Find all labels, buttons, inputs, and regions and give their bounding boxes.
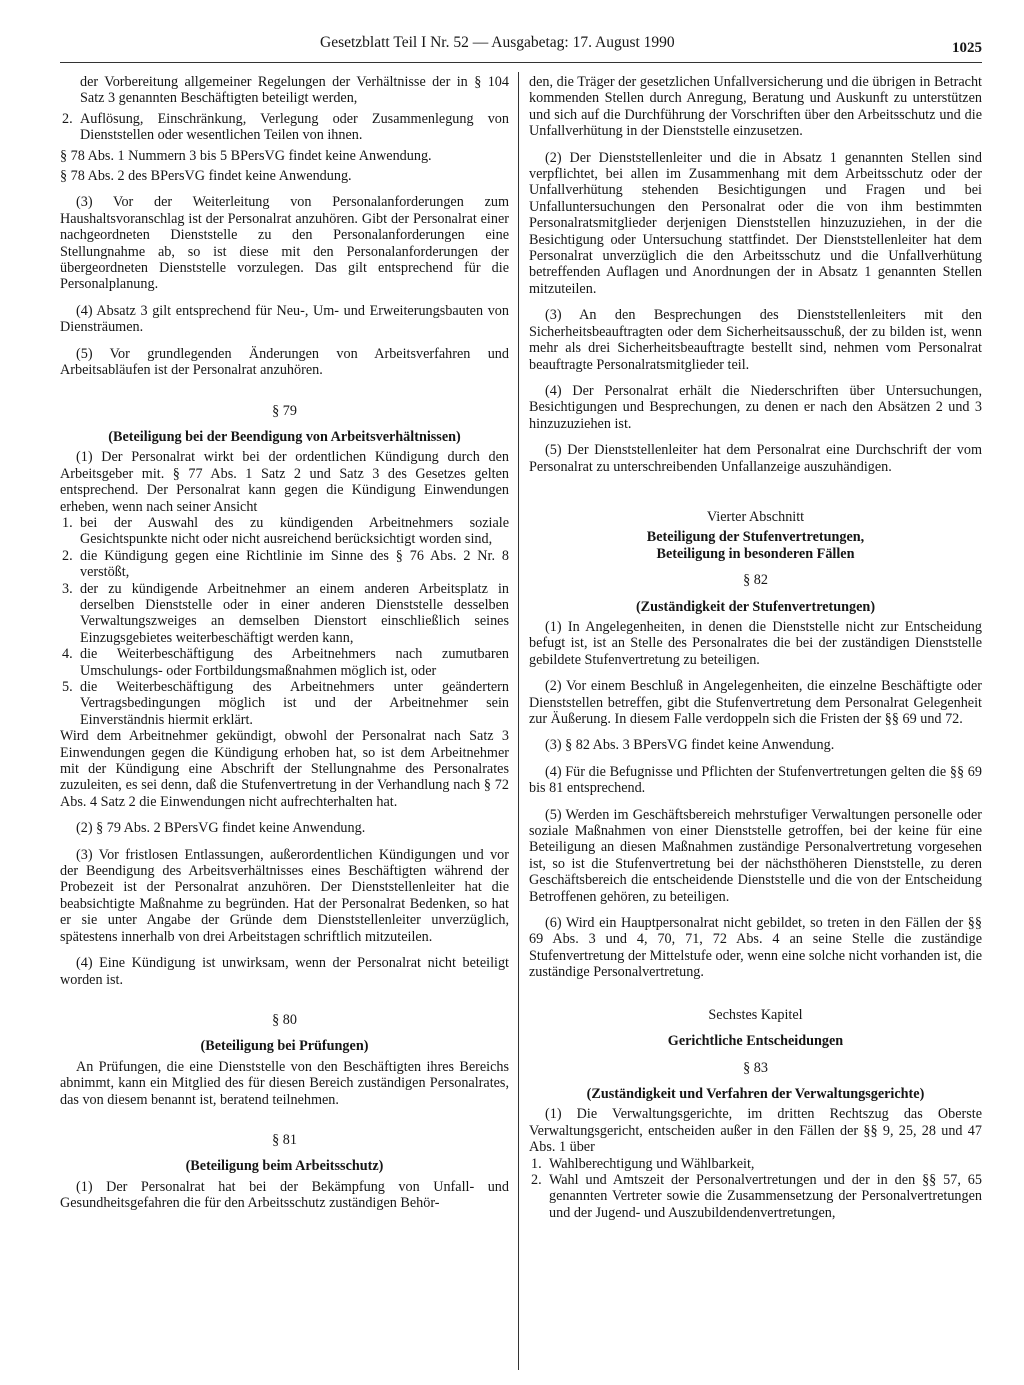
- list-number: 4.: [62, 646, 73, 663]
- list-item: [60, 111, 509, 144]
- section-83-abs1: (1) Die Verwaltungsgerichte, im dritten Rechtszug das Oberste Verwaltungsgericht, entscheiden außer in den Fällen der §§ 9, 25, 28 und 47 Abs. 1 über: [529, 1106, 982, 1156]
- abschnitt-title-line2: Beteiligung in besonderen Fällen: [656, 545, 855, 562]
- section-82-abs4: (4) Für die Befugnisse und Pflichten der Stufenvertretungen gelten die §§ 69 bis 81 entsprechend.: [529, 763, 982, 797]
- paragraph-78-2: § 78 Abs. 2 des BPersVG findet keine Anwendung.: [60, 168, 352, 185]
- section-81-abs4: (4) Der Personalrat erhält die Niederschriften über Untersuchungen, Besichtigungen und Besprechungen, zu denen er nach den Absätzen 2 und 3 hinzuzuziehen ist.: [529, 382, 982, 432]
- list-item: [60, 515, 509, 548]
- column-divider: [518, 72, 519, 1370]
- list-item: [60, 581, 509, 647]
- header-title: Gesetzblatt Teil I Nr. 52 — Ausgabetag: 17. August 1990: [320, 34, 675, 51]
- section-81-heading: (Beteiligung beim Arbeitsschutz): [185, 1158, 384, 1175]
- section-79-abs2: (2) § 79 Abs. 2 BPersVG findet keine Anwendung.: [76, 820, 366, 837]
- section-79-after-list: Wird dem Arbeitnehmer gekündigt, obwohl der Personalrat nach Satz 3 Einwendungen gegen die Kündigung erhoben hat, so ist dem Arbeitnehmer mit der Kündigung eine Abschrift der Stellungnahme des Personalrates zuzuleiten, es sei denn, daß die Stufenvertretung in der Verhandlung nach § 72 Abs. 4 Satz 2 die Einwendungen nicht aufrechterhalten hat.: [60, 728, 509, 810]
- list-item: [60, 646, 509, 679]
- list-number: 2.: [62, 547, 73, 564]
- list-text: die Weiterbeschäftigung des Arbeitnehmers nach zumutbaren Umschulungs- oder Fortbildungsmaßnahmen möglich ist, oder: [80, 646, 509, 679]
- right-column: [529, 74, 982, 1221]
- list-number: 1.: [62, 514, 73, 531]
- kapitel-title: Gerichtliche Entscheidungen: [667, 1033, 844, 1050]
- section-81-abs2: (2) Der Dienststellenleiter und die in Absatz 1 genannten Stellen sind verpflichtet, bei allen im Zusammenhang mit dem Arbeitsschutz oder der Unfallverhütung stehenden Besichtigungen und Fragen und bei Unfalluntersuchungen den Personalrat oder die von ihm bestimmten Personalratsmitglieder derjenigen Dienststellen hinzuzuziehen, in der die Besichtigung oder Untersuchung stattfindet. Der Dienststellenleiter hat dem Personalrat unverzüglich die den Arbeitsschutz und die Unfallverhütung betreffenden Auflagen und Anordnungen der in Absatz 1 genannten Stellen mitzuteilen.: [529, 149, 982, 297]
- list-text: bei der Auswahl des zu kündigenden Arbeitnehmers soziale Gesichtspunkte nicht oder nicht ausreichend berücksichtigt worden sind,: [80, 514, 509, 548]
- section-79-abs1: (1) Der Personalrat wirkt bei der ordentlichen Kündigung durch den Arbeitsgeber mit. § 77 Abs. 1 Satz 2 und Satz 3 des Gesetzes gelten entsprechend. Der Personalrat kann gegen die Kündigung Einwendungen erheben, wenn nach seiner Ansicht: [60, 449, 509, 515]
- section-81-abs1: (1) Der Personalrat hat bei der Bekämpfung von Unfall- und Gesundheitsgefahren die für den Arbeitsschutz zuständigen Behör-: [60, 1178, 509, 1212]
- list-text: Wahlberechtigung und Wählbarkeit,: [549, 1155, 755, 1172]
- section-80-number: § 80: [272, 1011, 297, 1028]
- section-81-abs1-continuation: den, die Träger der gesetzlichen Unfallversicherung und die übrigen in Betracht kommenden Stellen durch Anregung, Beratung und Auskunft zu unterstützen und sich auf die Durchführung der Vorschriften über den Arbeitsschutz und die Unfallverhütung in der Dienststelle einzusetzen.: [529, 74, 982, 140]
- section-81-number: § 81: [272, 1131, 297, 1148]
- section-79-heading: (Beteiligung bei der Beendigung von Arbeitsverhältnissen): [108, 428, 461, 445]
- paragraph-78-1: § 78 Abs. 1 Nummern 3 bis 5 BPersVG findet keine Anwendung.: [60, 147, 432, 164]
- abschnitt-title-line1: Beteiligung der Stufenvertretungen,: [646, 529, 865, 546]
- list-number: 5.: [62, 679, 73, 695]
- list-text: die Weiterbeschäftigung des Arbeitnehmers unter geändertern Vertragsbedingungen möglich ist und der Arbeitnehmer sein Einverständnis hiermit erklärt.: [80, 679, 509, 728]
- list-item: [529, 1172, 982, 1221]
- section-79-number: § 79: [272, 402, 297, 419]
- paragraph-abs5: (5) Vor grundlegenden Änderungen von Arbeitsverfahren und Arbeitsabläufen ist der Personalrat anzuhören.: [60, 345, 509, 379]
- section-82-abs6: (6) Wird ein Hauptpersonalrat nicht gebildet, so treten in den Fällen der §§ 69 Abs. 3 und 4, 70, 71, 72 Abs. 4 an seine Stelle die zuständige Stufenvertretung der Mittelstufe oder, wenn eine solche nicht vorhanden ist, die zuständige Personalvertretung.: [529, 915, 982, 981]
- section-82-heading: (Zuständigkeit der Stufenvertretungen): [635, 598, 876, 615]
- section-83-number: § 83: [743, 1059, 768, 1076]
- list-item: [60, 548, 509, 581]
- list-item: [60, 679, 509, 728]
- section-80-text: An Prüfungen, die eine Dienststelle von den Beschäftigten ihres Bereichs abnimmt, kann ein Mitglied des für diesen Bereich zuständigen Personalrates, das von diesem benannt ist, beratend teilnehmen.: [60, 1058, 509, 1108]
- paragraph-abs4: (4) Absatz 3 gilt entsprechend für Neu-, Um- und Erweiterungsbauten von Diensträumen.: [60, 302, 509, 336]
- section-79-abs4: (4) Eine Kündigung ist unwirksam, wenn der Personalrat nicht beteiligt worden ist.: [60, 955, 509, 988]
- list-item: [529, 1156, 982, 1172]
- section-82-abs5: (5) Werden im Geschäftsbereich mehrstufiger Verwaltungen personelle oder soziale Maßnahmen von einer Dienststelle getroffen, bei der keine für eine Beteiligung an diesen Maßnahmen zuständige Personalvertretung vorgesehen ist, so ist die Stufenvertretung bei der nächsthöheren Dienststelle, zu deren Geschäftsbereich die entscheidende Dienststelle und die von der Entscheidung Betroffenen gehören, zu beteiligen.: [529, 806, 982, 905]
- header-rule: [60, 62, 982, 63]
- kapitel-label: Sechstes Kapitel: [708, 1006, 803, 1023]
- section-83-heading: (Zuständigkeit und Verfahren der Verwaltungsgerichte): [586, 1085, 925, 1102]
- section-80-heading: (Beteiligung bei Prüfungen): [200, 1038, 369, 1055]
- section-82-abs2: (2) Vor einem Beschluß in Angelegenheiten, die einzelne Beschäftigte oder Dienststellen betreffen, gibt die Stufenvertretung dem Personalrat Gelegenheit zur Äußerung. In diesem Falle verdoppeln sich die Fristen der §§ 69 und 72.: [529, 678, 982, 727]
- list-number: 2.: [531, 1171, 542, 1188]
- section-82-abs3: (3) § 82 Abs. 3 BPersVG findet keine Anwendung.: [545, 737, 835, 754]
- list-text: Auflösung, Einschränkung, Verlegung oder Zusammenlegung von Dienststellen oder wesentlichen Teilen von ihnen.: [80, 110, 509, 144]
- list-text: der zu kündigende Arbeitnehmer an einem anderen Arbeitsplatz in derselben Dienststelle oder in einer anderen Dienststelle desselben Verwaltungszweiges an demselben Dienstort einschließlich seines Einzugsgebietes weiterbeschäftigt werden kann,: [80, 580, 509, 646]
- list-text: die Kündigung gegen eine Richtlinie im Sinne des § 76 Abs. 2 Nr. 8 verstößt,: [80, 547, 509, 581]
- left-column: [60, 74, 509, 1212]
- page-number: 1025: [952, 40, 982, 56]
- list-number: 1.: [531, 1155, 542, 1172]
- list-number: 3.: [62, 580, 73, 597]
- paragraph-abs3: (3) Vor der Weiterleitung von Personalanforderungen zum Haushaltsvoranschlag ist der Personalrat anzuhören. Gibt der Personalrat einer nachgeordneten Dienststelle zu den Personalanforderungen eine Stellungnahme ab, so ist diese mit den Personalanforderungen der übergeordneten Dienststelle vorzulegen. Das gilt entsprechend für die Personalplanung.: [60, 194, 509, 293]
- section-81-abs5: (5) Der Dienststellenleiter hat dem Personalrat eine Durchschrift der vom Personalrat zu unterschreibenden Unfallanzeige auszuhändigen.: [529, 442, 982, 475]
- list-text: Wahl und Amtszeit der Personalvertretungen und der in den §§ 57, 65 genannten Vertreter sowie die Zusammensetzung der Personalvertretungen und der Jugend- und Auszubildendenvertretungen,: [549, 1171, 982, 1221]
- abschnitt-label: Vierter Abschnitt: [706, 508, 805, 525]
- section-79-abs3: (3) Vor fristlosen Entlassungen, außerordentlichen Kündigungen und vor der Beendigung des Arbeitsverhältnisses eines Beschäftigten während der Probezeit ist der Personalrat anzuhören. Der Dienststellenleiter hat die beabsichtigte Maßnahme zu begründen. Hat der Personalrat Bedenken, so hat er sie unter Angabe der Gründe dem Dienststellenleiter unverzüglich, spätestens innerhalb von drei Arbeitstagen schriftlich mitzuteilen.: [60, 846, 509, 945]
- list-number: 2.: [62, 110, 73, 127]
- section-82-abs1: (1) In Angelegenheiten, in denen die Dienststelle nicht zur Entscheidung befugt ist, ist an Stelle des Personalrates die bei der zuständigen Dienststelle gebildete Stufenvertretung zu beteiligen.: [529, 618, 982, 668]
- item-1-continuation: der Vorbereitung allgemeiner Regelungen der Verhältnisse der in § 104 Satz 3 genannten Beschäftigten beteiligt werden,: [80, 74, 509, 107]
- page-header: [60, 34, 982, 54]
- section-81-abs3: (3) An den Besprechungen des Dienststellenleiters mit den Sicherheitsbeauftragten oder dem Sicherheitsausschuß, der zu bilden ist, wenn mehr als drei Sicherheitsbeauftragte bestellt sind, nehmen vom Personalrat beauftragte Personalratsmitglieder teil.: [529, 307, 982, 373]
- section-82-number: § 82: [743, 572, 768, 589]
